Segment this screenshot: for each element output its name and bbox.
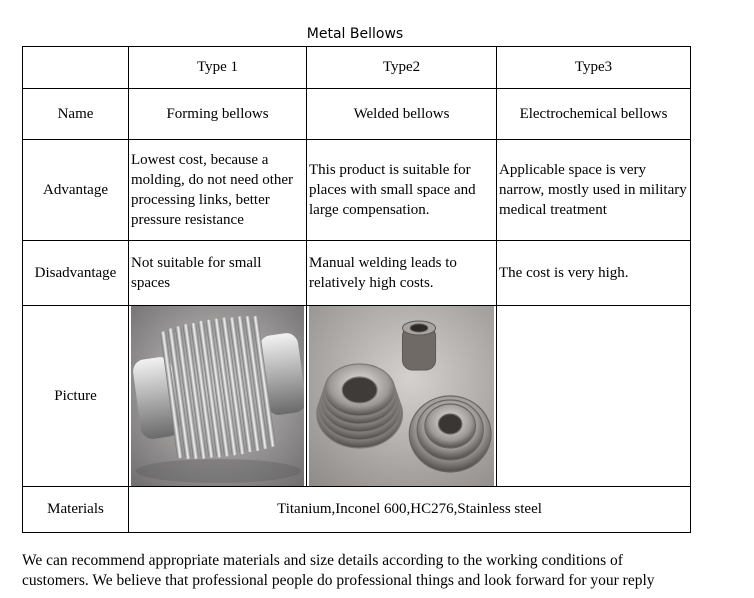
disadvantage-type1: Not suitable for small spaces xyxy=(129,241,307,306)
advantage-type3: Applicable space is very narrow, mostly used in military medical treatment xyxy=(497,140,691,241)
header-type3: Type3 xyxy=(497,47,691,89)
footer-line-2: customers. We believe that professional people do professional things and look forward for your reply xyxy=(22,572,655,589)
row-label-name: Name xyxy=(23,89,129,140)
disadvantage-type2: Manual welding leads to relatively high costs. xyxy=(307,241,497,306)
picture-type2 xyxy=(307,306,497,487)
advantage-type2: This product is suitable for places with small space and large compensation. xyxy=(307,140,497,241)
table-row-disadvantage xyxy=(23,241,691,306)
picture-type1 xyxy=(129,306,307,487)
table-row-name xyxy=(23,89,691,140)
name-type2: Welded bellows xyxy=(307,89,497,140)
footer-note xyxy=(22,551,722,591)
name-type1: Forming bellows xyxy=(129,89,307,140)
header-type2: Type2 xyxy=(307,47,497,89)
table-row-picture xyxy=(23,306,691,487)
table-row-materials xyxy=(23,487,691,533)
header-type1: Type 1 xyxy=(129,47,307,89)
footer-line-1: We can recommend appropriate materials and size details according to the working conditions of xyxy=(22,552,623,569)
table-title: Metal Bellows xyxy=(306,26,404,42)
row-label-disadvantage: Disadvantage xyxy=(23,241,129,306)
bellows-comparison-table xyxy=(22,46,691,533)
row-label-picture: Picture xyxy=(23,306,129,487)
materials-value: Titanium,Inconel 600,HC276,Stainless steel xyxy=(129,487,691,533)
row-label-materials: Materials xyxy=(23,487,129,533)
disadvantage-type3: The cost is very high. xyxy=(497,241,691,306)
header-corner-cell xyxy=(23,47,129,89)
picture-type3-empty xyxy=(497,306,691,487)
advantage-type1: Lowest cost, because a molding, do not need other processing links, better pressure resistance xyxy=(129,140,307,241)
table-header-row xyxy=(23,47,691,89)
name-type3: Electrochemical bellows xyxy=(497,89,691,140)
welded-bellows-photo xyxy=(309,306,494,486)
forming-bellows-photo xyxy=(131,306,304,486)
row-label-advantage: Advantage xyxy=(23,140,129,241)
table-row-advantage xyxy=(23,140,691,241)
